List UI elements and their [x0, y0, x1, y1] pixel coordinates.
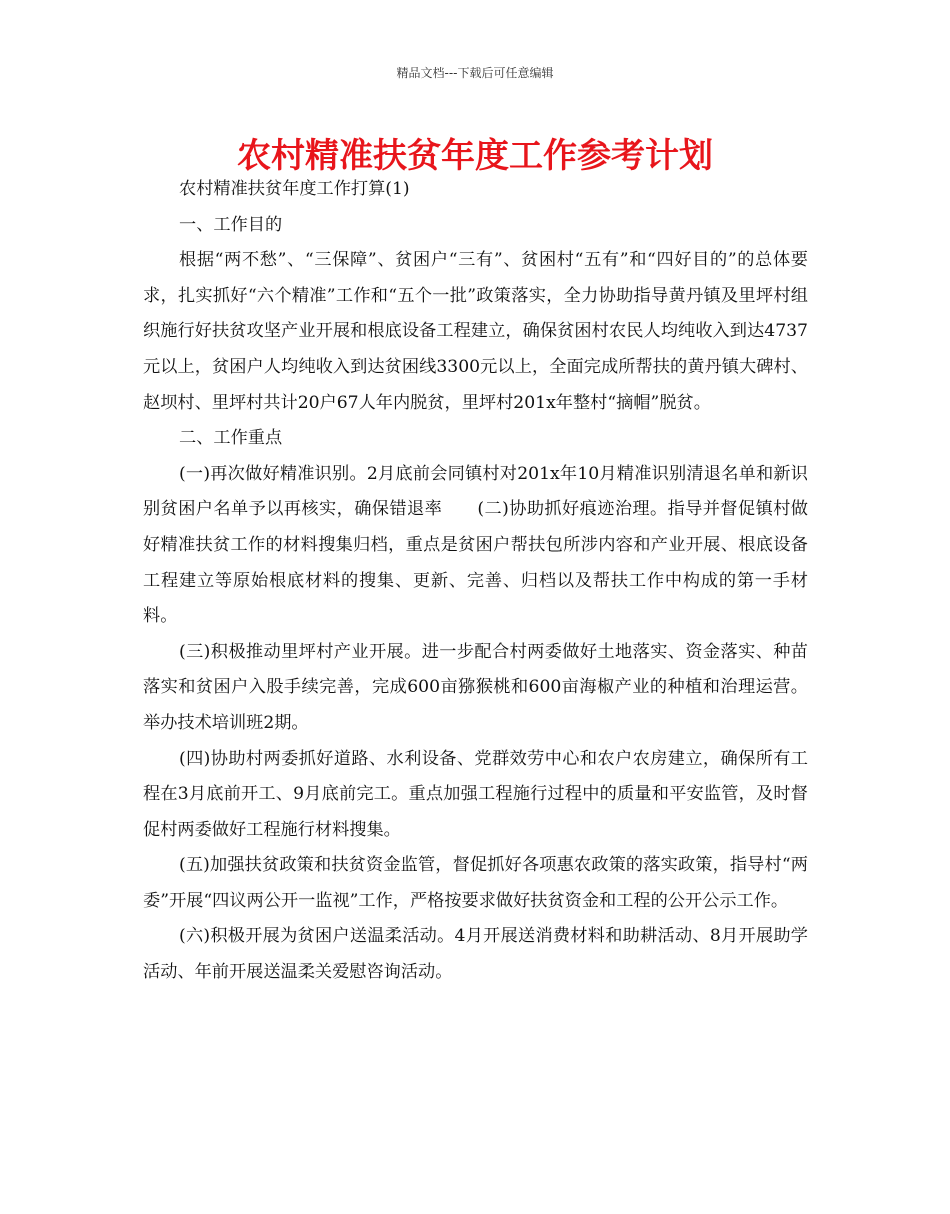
document-title: 农村精准扶贫年度工作参考计划 [237, 136, 713, 176]
document-body [143, 172, 808, 991]
paragraph-item-6: (六)积极开展为贫困户送温柔活动。4月开展送消费材料和助耕活动、8月开展助学活动、年前开展送温柔关爱慰咨询活动。 [143, 926, 808, 983]
paragraph-item-4: (四)协助村两委抓好道路、水利设备、党群效劳中心和农户农房建立，确保所有工程在3月底前开工、9月底前完工。重点加强工程施行过程中的质量和平安监管，及时督促村两委做好工程施行材料搜集。 [143, 748, 808, 840]
page-header: 精品文档---下载后可任意编辑 [396, 66, 554, 80]
paragraph-item-5: (五)加强扶贫政策和扶贫资金监管，督促抓好各项惠农政策的落实政策，指导村“两委”开展“四议两公开一监视”工作，严格按要求做好扶贫资金和工程的公开公示工作。 [143, 855, 808, 911]
paragraph-goals: 根据“两不愁”、“三保障”、贫困户“三有”、贫困村“五有”和“四好目的”的总体要求，扎实抓好“六个精准”工作和“五个一批”政策落实，全力协助指导黄丹镇及里坪村组织施行好扶贫攻坚产业开展和根底设备工程建立，确保贫困村农民人均纯收入到达4737元以上，贫困户人均纯收入到达贫困线3300元以上，全面完成所帮扶的黄丹镇大碑村、赵坝村、里坪村共计20户67人年内脱贫，里坪村201x年整村“摘帽”脱贫。 [143, 250, 808, 413]
document-subtitle: 农村精准扶贫年度工作打算(1) [179, 179, 410, 199]
section-heading-focus: 二、工作重点 [179, 428, 283, 449]
paragraph-item-1-2: (一)再次做好精准识别。2月底前会同镇村对201x年10月精准识别清退名单和新识别贫困户名单予以再核实，确保错退率 (二)协助抓好痕迹治理。指导并督促镇村做好精准扶贫工作的材料搜集归档，重点是贫困户帮扶包所涉内容和产业开展、根底设备工程建立等原始根底材料的搜集、更新、完善、归档以及帮扶工作中构成的第一手材料。 [143, 463, 808, 627]
section-heading-goals: 一、工作目的 [179, 214, 283, 235]
paragraph-item-3: (三)积极推动里坪村产业开展。进一步配合村两委做好土地落实、资金落实、种苗落实和贫困户入股手续完善，完成600亩猕猴桃和600亩海椒产业的种植和治理运营。举办技术培训班2期。 [143, 641, 808, 733]
